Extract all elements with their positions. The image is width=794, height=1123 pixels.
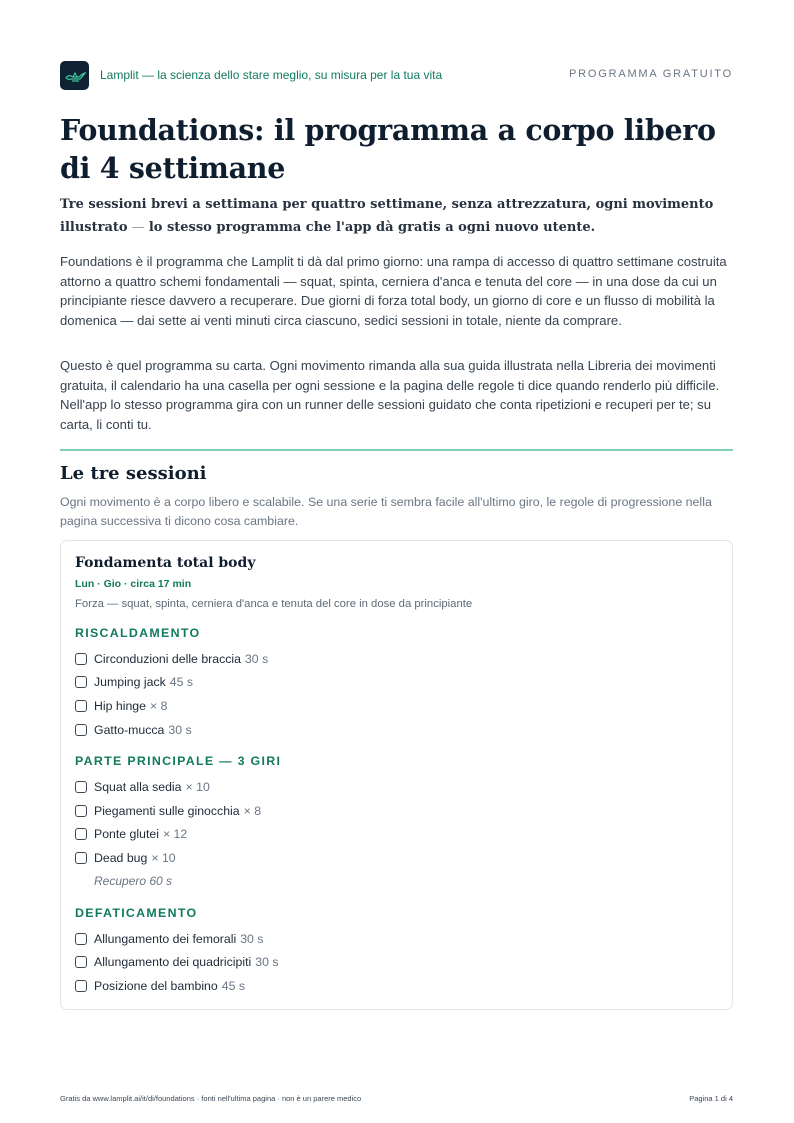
checkbox[interactable] [75, 933, 87, 945]
exercise-item[interactable] [75, 673, 193, 691]
subtitle-rest: lo stesso programma che l'app dà gratis a ogni nuovo utente. [148, 220, 596, 235]
intro-paragraph: Foundations è il programma che Lamplit ti dà dal primo giorno: una rampa di accesso di quattro settimane costruita attorno a quattro schemi fondamentali — squat, spinta, cerniera d'anca e tenuta del core — in una dose da cui un principiante riesce davvero a recuperare. Due giorni di forza total body, un giorno di core e un flusso di mobilità la domenica — dai sette ai venti minuti circa ciascuno, sedici sessioni in totale, niente da comprare. [60, 254, 727, 328]
checkbox[interactable] [75, 700, 87, 712]
session-schedule: Lun · Gio · circa 17 min [75, 578, 192, 590]
checkbox[interactable] [75, 828, 87, 840]
checkbox[interactable] [75, 653, 87, 665]
page-title: Foundations: il programma a corpo libero di 4 settimane [60, 113, 716, 185]
exercise-name: Squat alla sedia [94, 780, 182, 794]
section-description: Ogni movimento è a corpo libero e scalabile. Se una serie ti sembra facile all'ultimo giro, le regole di progressione nella pagina successiva ti dicono cosa cambiare. [60, 495, 712, 528]
exercise-qty: 30 s [255, 955, 279, 969]
exercise-qty: 30 s [240, 932, 264, 946]
exercise-item[interactable] [75, 778, 210, 796]
session-description: Forza — squat, spinta, cerniera d'anca e tenuta del core in dose da principiante [75, 598, 473, 610]
exercise-item[interactable] [75, 849, 176, 867]
checkbox[interactable] [75, 724, 87, 736]
exercise-qty: × 8 [243, 804, 262, 818]
paper-paragraph: Questo è quel programma su carta. Ogni movimento rimanda alla sua guida illustrata nella Libreria dei movimenti gratuita, il calendario ha una casella per ogni sessione e la pagina delle regole ti dice quando renderlo più difficile. Nell'app lo stesso programma gira con un runner delle sessioni guidato che conta ripetizioni e recuperi per te; su carta, li conti tu. [60, 358, 720, 432]
checkbox[interactable] [75, 805, 87, 817]
exercise-qty: × 8 [149, 699, 168, 713]
page-number: Pagina 1 di 4 [689, 1094, 733, 1103]
exercise-name: Piegamenti sulle ginocchia [94, 804, 240, 818]
section-title: Le tre sessioni [60, 463, 207, 484]
header [60, 61, 733, 89]
footer-source: Gratis da www.lamplit.ai/it/di/foundations · fonti nell'ultima pagina · non è un parere medico [60, 1094, 362, 1103]
exercise-item[interactable] [75, 721, 192, 739]
rest-note: Recupero 60 s [94, 874, 173, 888]
lamp-icon [60, 61, 89, 90]
page [60, 0, 733, 1123]
exercise-name: Dead bug [94, 851, 148, 865]
exercise-name: Allungamento dei quadricipiti [94, 955, 252, 969]
checkbox[interactable] [75, 676, 87, 688]
exercise-qty: 45 s [169, 675, 194, 689]
exercise-item[interactable] [75, 825, 187, 843]
session-title: Fondamenta total body [75, 555, 256, 571]
exercise-item[interactable] [75, 650, 268, 668]
checkbox[interactable] [75, 852, 87, 864]
exercise-qty: × 12 [162, 827, 188, 841]
exercise-qty: 45 s [221, 979, 245, 993]
exercise-item[interactable] [75, 977, 245, 995]
exercise-qty: × 10 [151, 851, 176, 865]
lamp-icon-glyph [64, 69, 86, 83]
checkbox[interactable] [75, 781, 87, 793]
subtitle-main: Tre sessioni brevi a settimana per quattro settimane, senza attrezzatura, ogni movimento illustrato [60, 197, 714, 235]
exercise-name: Gatto-mucca [94, 723, 165, 737]
free-program-badge: PROGRAMMA GRATUITO [568, 68, 733, 80]
exercise-item[interactable] [75, 802, 261, 820]
exercise-item[interactable] [75, 930, 263, 948]
checkbox[interactable] [75, 980, 87, 992]
exercise-item[interactable] [75, 697, 167, 715]
exercise-item[interactable] [75, 953, 278, 971]
brand-tagline: Lamplit — la scienza dello stare meglio, su misura per la tua vita [100, 68, 443, 82]
exercise-name: Ponte glutei [94, 827, 159, 841]
exercise-name: Posizione del bambino [94, 979, 218, 993]
warmup-heading: RISCALDAMENTO [75, 626, 201, 640]
exercise-name: Allungamento dei femorali [94, 932, 237, 946]
cooldown-heading: DEFATICAMENTO [75, 906, 198, 920]
page-subtitle [60, 193, 733, 239]
main-heading: PARTE PRINCIPALE — 3 GIRI [75, 754, 282, 768]
exercise-name: Jumping jack [94, 675, 166, 689]
section-divider [60, 449, 733, 451]
exercise-name: Circonduzioni delle braccia [94, 652, 241, 666]
exercise-qty: 30 s [244, 652, 269, 666]
session-card [60, 540, 733, 1010]
exercise-name: Hip hinge [94, 699, 146, 713]
checkbox[interactable] [75, 956, 87, 968]
exercise-qty: 30 s [168, 723, 192, 737]
subtitle-dash: — [127, 220, 149, 235]
exercise-qty: × 10 [185, 780, 210, 794]
